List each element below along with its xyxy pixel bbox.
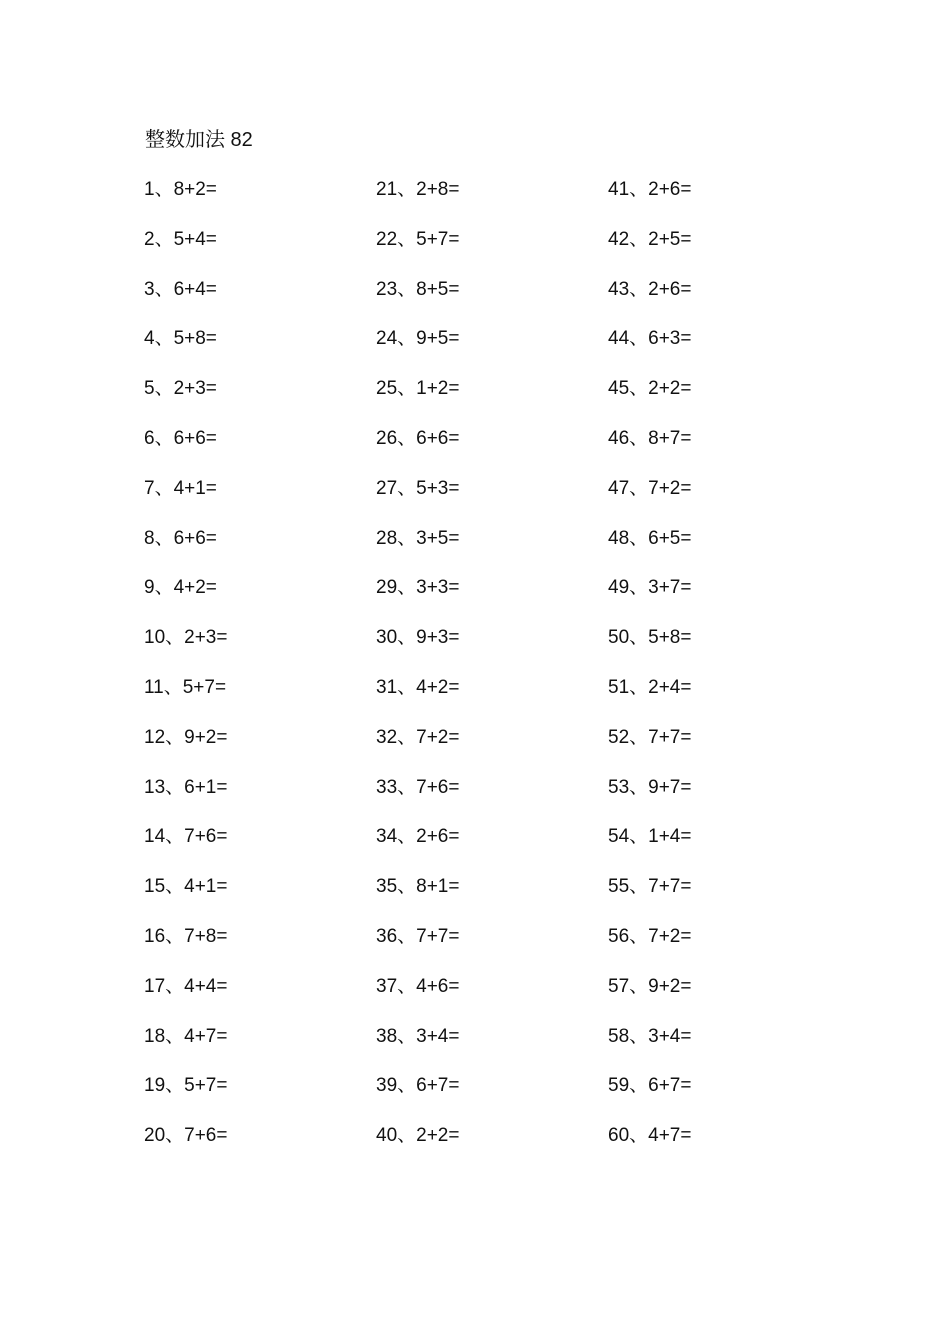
problem-item: 17、4+4= bbox=[144, 975, 228, 997]
problem-item: 35、8+1= bbox=[376, 876, 460, 898]
problem-item: 41、2+6= bbox=[608, 179, 692, 200]
problem-item: 23、8+5= bbox=[376, 278, 460, 300]
problem-item: 45、2+2= bbox=[608, 378, 692, 400]
problem-item: 28、3+5= bbox=[376, 527, 460, 549]
problem-item: 34、2+6= bbox=[376, 826, 460, 848]
problem-item: 52、7+7= bbox=[608, 726, 692, 748]
problem-item: 49、3+7= bbox=[608, 577, 692, 599]
problem-item: 19、5+7= bbox=[144, 1075, 228, 1097]
problem-item: 33、7+6= bbox=[376, 776, 460, 798]
problem-item: 50、5+8= bbox=[608, 627, 692, 649]
problem-item: 2、5+4= bbox=[144, 228, 217, 250]
problem-item: 47、7+2= bbox=[608, 477, 692, 499]
problem-item: 24、9+5= bbox=[376, 328, 460, 350]
problem-item: 4、5+8= bbox=[144, 328, 217, 350]
problem-item: 48、6+5= bbox=[608, 527, 692, 549]
problem-item: 54、1+4= bbox=[608, 826, 692, 848]
problem-item: 42、2+5= bbox=[608, 228, 692, 250]
problem-item: 22、5+7= bbox=[376, 228, 460, 250]
problem-item: 1、8+2= bbox=[144, 179, 217, 200]
problem-item: 15、4+1= bbox=[144, 876, 228, 898]
problem-item: 27、5+3= bbox=[376, 477, 460, 499]
problem-item: 20、7+6= bbox=[144, 1125, 228, 1147]
problem-item: 26、6+6= bbox=[376, 427, 460, 449]
problem-item: 25、1+2= bbox=[376, 378, 460, 400]
problem-item: 58、3+4= bbox=[608, 1025, 692, 1047]
problem-item: 40、2+2= bbox=[376, 1125, 460, 1147]
problem-item: 43、2+6= bbox=[608, 278, 692, 300]
problem-item: 10、2+3= bbox=[144, 627, 228, 649]
problem-item: 3、6+4= bbox=[144, 278, 217, 300]
problem-item: 29、3+3= bbox=[376, 577, 460, 599]
worksheet-title: 整数加法 82 bbox=[145, 129, 253, 151]
problem-item: 46、8+7= bbox=[608, 427, 692, 449]
problem-item: 7、4+1= bbox=[144, 477, 217, 499]
problem-item: 44、6+3= bbox=[608, 328, 692, 350]
problem-grid bbox=[144, 176, 844, 1172]
problem-item: 53、9+7= bbox=[608, 776, 692, 798]
problem-item: 56、7+2= bbox=[608, 925, 692, 947]
problem-item: 57、9+2= bbox=[608, 975, 692, 997]
problem-item: 60、4+7= bbox=[608, 1125, 692, 1147]
problem-item: 16、7+8= bbox=[144, 925, 228, 947]
problem-item: 13、6+1= bbox=[144, 776, 228, 798]
problem-item: 59、6+7= bbox=[608, 1075, 692, 1097]
problem-item: 37、4+6= bbox=[376, 975, 460, 997]
problem-item: 8、6+6= bbox=[144, 527, 217, 549]
problem-item: 21、2+8= bbox=[376, 179, 460, 200]
problem-item: 38、3+4= bbox=[376, 1025, 460, 1047]
problem-item: 39、6+7= bbox=[376, 1075, 460, 1097]
problem-item: 9、4+2= bbox=[144, 577, 217, 599]
problem-item: 32、7+2= bbox=[376, 726, 460, 748]
problem-item: 6、6+6= bbox=[144, 427, 217, 449]
problem-item: 51、2+4= bbox=[608, 676, 692, 698]
problem-item: 14、7+6= bbox=[144, 826, 228, 848]
problem-item: 31、4+2= bbox=[376, 676, 460, 698]
problem-item: 36、7+7= bbox=[376, 925, 460, 947]
problem-item: 30、9+3= bbox=[376, 627, 460, 649]
problem-item: 55、7+7= bbox=[608, 876, 692, 898]
problem-item: 12、9+2= bbox=[144, 726, 228, 748]
problem-item: 18、4+7= bbox=[144, 1025, 228, 1047]
problem-item: 5、2+3= bbox=[144, 378, 217, 400]
problem-item: 11、5+7= bbox=[144, 676, 227, 698]
